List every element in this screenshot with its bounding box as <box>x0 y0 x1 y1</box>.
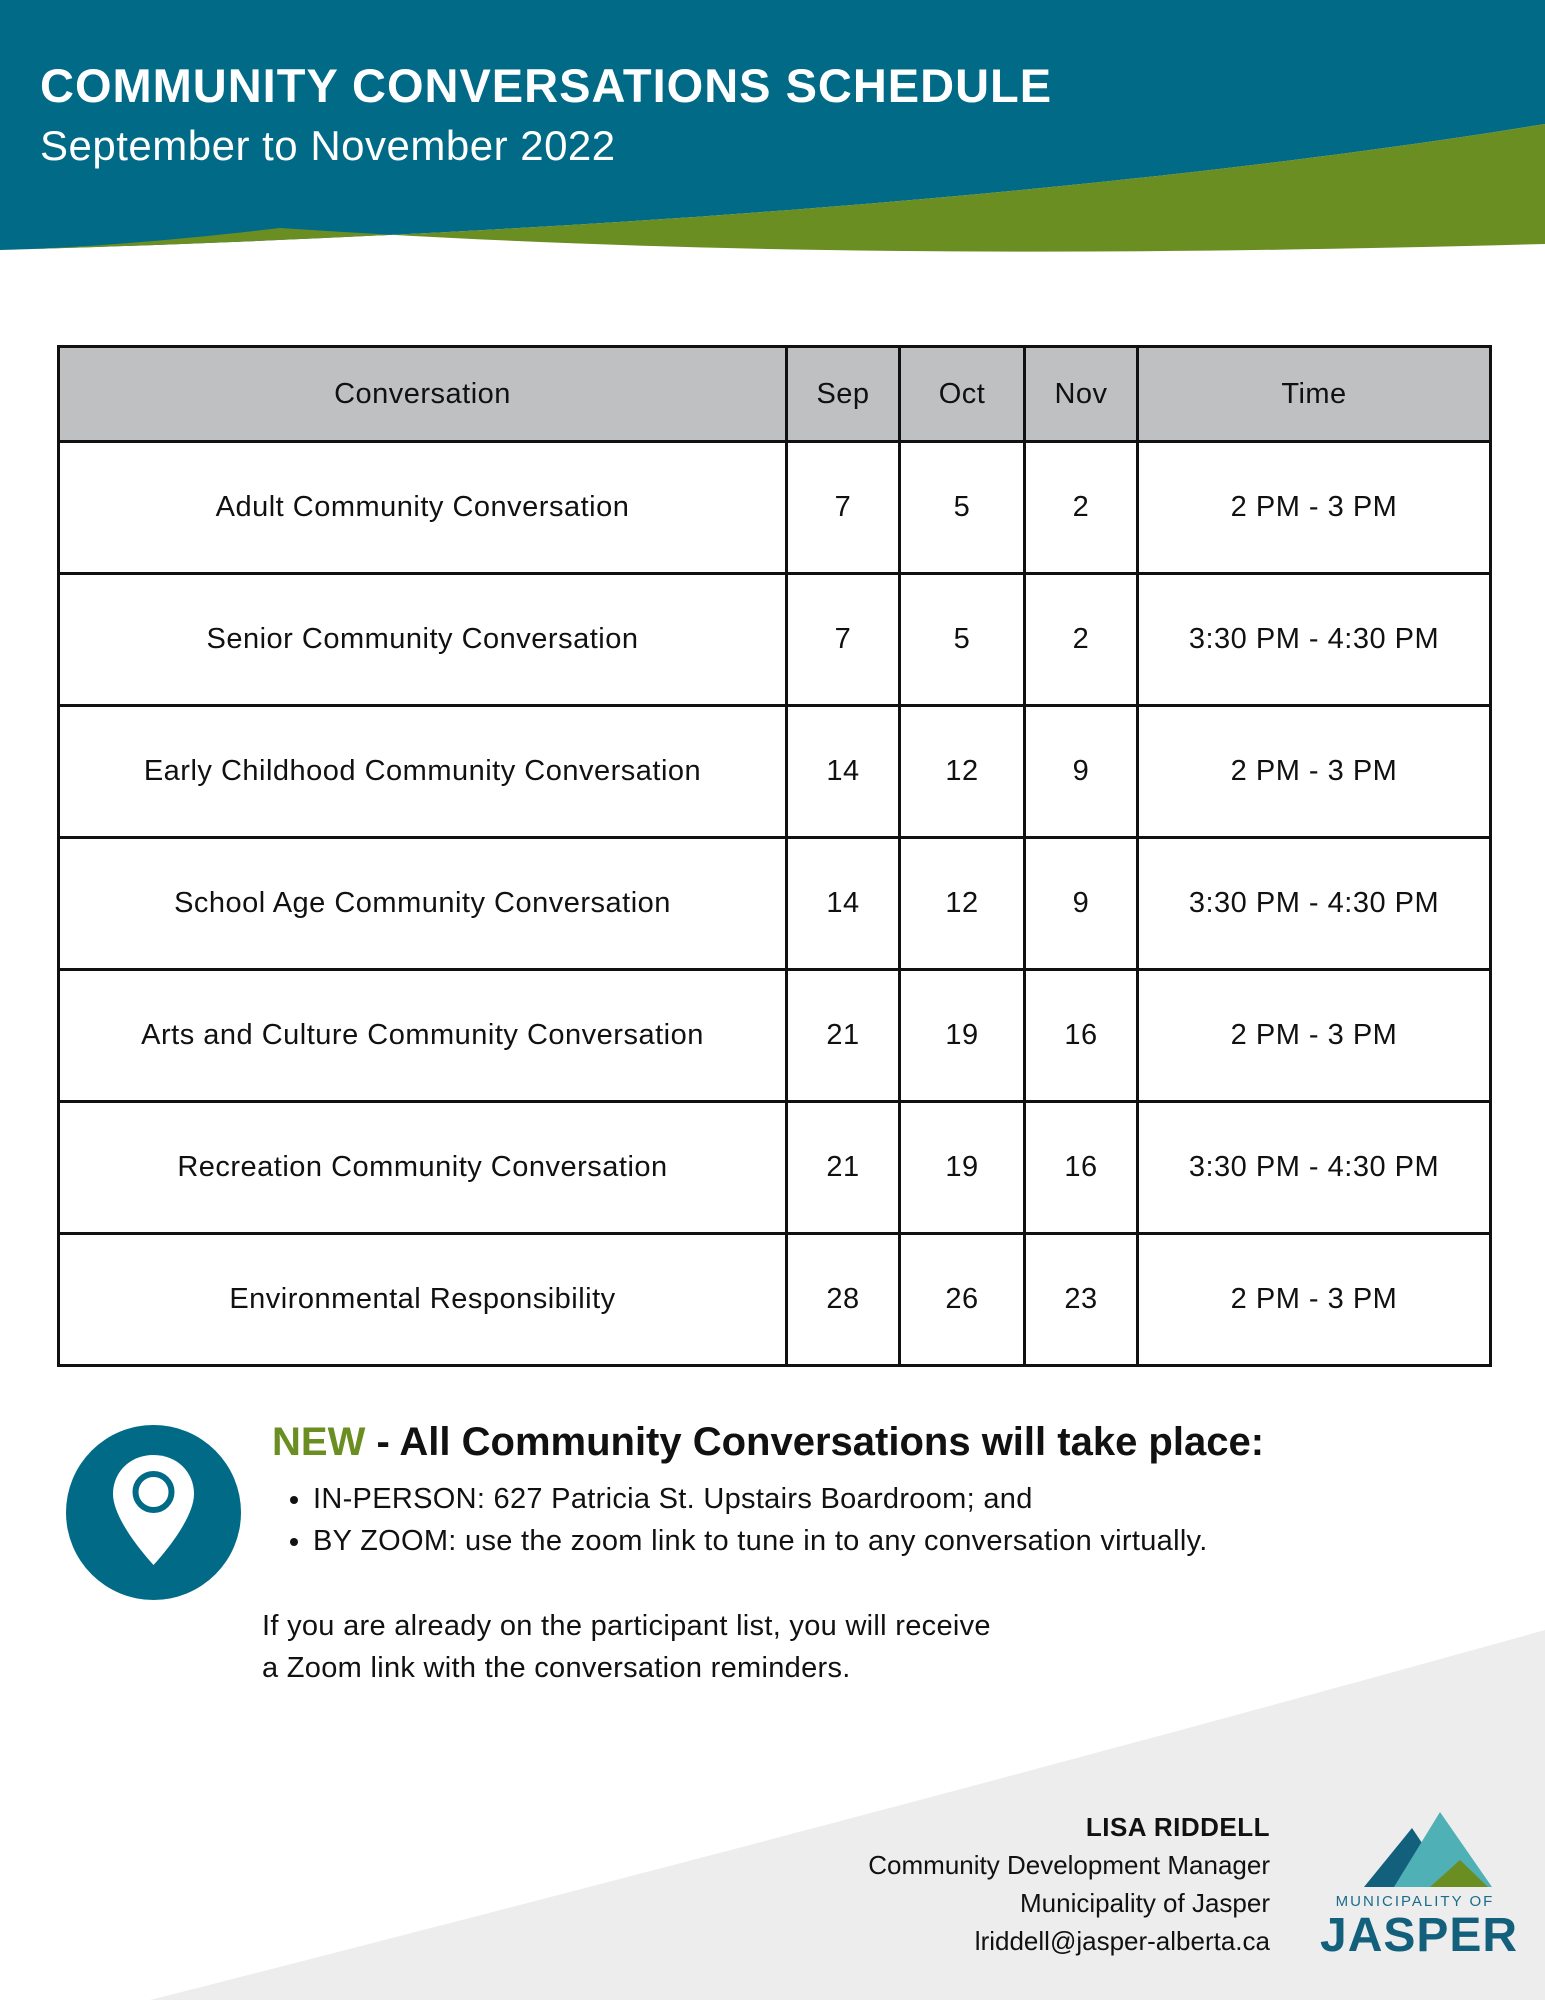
table-cell: 2 PM - 3 PM <box>1138 706 1491 838</box>
contact-email[interactable]: lriddell@jasper-alberta.ca <box>974 1926 1270 1956</box>
table-cell: 3:30 PM - 4:30 PM <box>1138 838 1491 970</box>
contact-org: Municipality of Jasper <box>1020 1888 1270 1918</box>
table-cell: Environmental Responsibility <box>59 1234 787 1366</box>
table-cell: 2 PM - 3 PM <box>1138 442 1491 574</box>
table-row <box>59 1102 1491 1234</box>
table-cell: 21 <box>787 1102 900 1234</box>
table-cell: 14 <box>787 706 900 838</box>
column-header: Conversation <box>59 347 787 442</box>
table-cell: 3:30 PM - 4:30 PM <box>1138 574 1491 706</box>
table-cell: Recreation Community Conversation <box>59 1102 787 1234</box>
schedule-table <box>57 345 1492 1367</box>
column-header: Time <box>1138 347 1491 442</box>
column-header: Oct <box>900 347 1025 442</box>
table-cell: 2 <box>1025 442 1138 574</box>
table-cell: 19 <box>900 970 1025 1102</box>
table-cell: 5 <box>900 442 1025 574</box>
table-cell: 16 <box>1025 970 1138 1102</box>
info-heading-text: - All Community Conversations will take place: <box>365 1420 1265 1464</box>
table-cell: Arts and Culture Community Conversation <box>59 970 787 1102</box>
list-item: • IN-PERSON: 627 Patricia St. Upstairs Boardroom; and <box>313 1478 1208 1520</box>
table-row <box>59 970 1491 1102</box>
contact-name: LISA RIDDELL <box>1085 1812 1270 1842</box>
page-title: COMMUNITY CONVERSATIONS SCHEDULE <box>40 59 1053 112</box>
table-cell: 16 <box>1025 1102 1138 1234</box>
contact-role: Community Development Manager <box>868 1850 1270 1880</box>
location-pin-icon <box>66 1425 241 1600</box>
new-label: NEW <box>272 1420 366 1464</box>
table-cell: 2 <box>1025 574 1138 706</box>
table-cell: 26 <box>900 1234 1025 1366</box>
table-cell: 9 <box>1025 706 1138 838</box>
table-row <box>59 838 1491 970</box>
table-cell: 12 <box>900 706 1025 838</box>
table-cell: 9 <box>1025 838 1138 970</box>
table-cell: 19 <box>900 1102 1025 1234</box>
footer-background <box>0 1630 1545 2000</box>
table-cell: Senior Community Conversation <box>59 574 787 706</box>
table-cell: 12 <box>900 838 1025 970</box>
table-cell: 7 <box>787 574 900 706</box>
table-cell: 7 <box>787 442 900 574</box>
table-cell: 2 PM - 3 PM <box>1138 1234 1491 1366</box>
table-cell: Early Childhood Community Conversation <box>59 706 787 838</box>
table-row <box>59 1234 1491 1366</box>
note-line: a Zoom link with the conversation reminders. <box>262 1652 851 1684</box>
column-header: Nov <box>1025 347 1138 442</box>
contact-block <box>868 1808 1270 1960</box>
logo-subtitle: MUNICIPALITY OF <box>1335 1893 1495 1910</box>
table-cell: 23 <box>1025 1234 1138 1366</box>
list-item: • BY ZOOM: use the zoom link to tune in to any conversation virtually. <box>313 1520 1208 1562</box>
table-cell: 5 <box>900 574 1025 706</box>
table-row <box>59 574 1491 706</box>
location-list <box>275 1478 1208 1562</box>
table-cell: 14 <box>787 838 900 970</box>
table-row <box>59 706 1491 838</box>
table-row <box>59 442 1491 574</box>
table-cell: Adult Community Conversation <box>59 442 787 574</box>
table-cell: School Age Community Conversation <box>59 838 787 970</box>
table-cell: 3:30 PM - 4:30 PM <box>1138 1102 1491 1234</box>
column-header: Sep <box>787 347 900 442</box>
info-heading <box>272 1420 1264 1465</box>
table-cell: 28 <box>787 1234 900 1366</box>
table-header-row <box>59 347 1491 442</box>
table-cell: 21 <box>787 970 900 1102</box>
table-cell: 2 PM - 3 PM <box>1138 970 1491 1102</box>
logo-name: JASPER <box>1320 1909 1519 1962</box>
note-line: If you are already on the participant list, you will receive <box>262 1610 991 1642</box>
page-subtitle: September to November 2022 <box>40 122 616 169</box>
